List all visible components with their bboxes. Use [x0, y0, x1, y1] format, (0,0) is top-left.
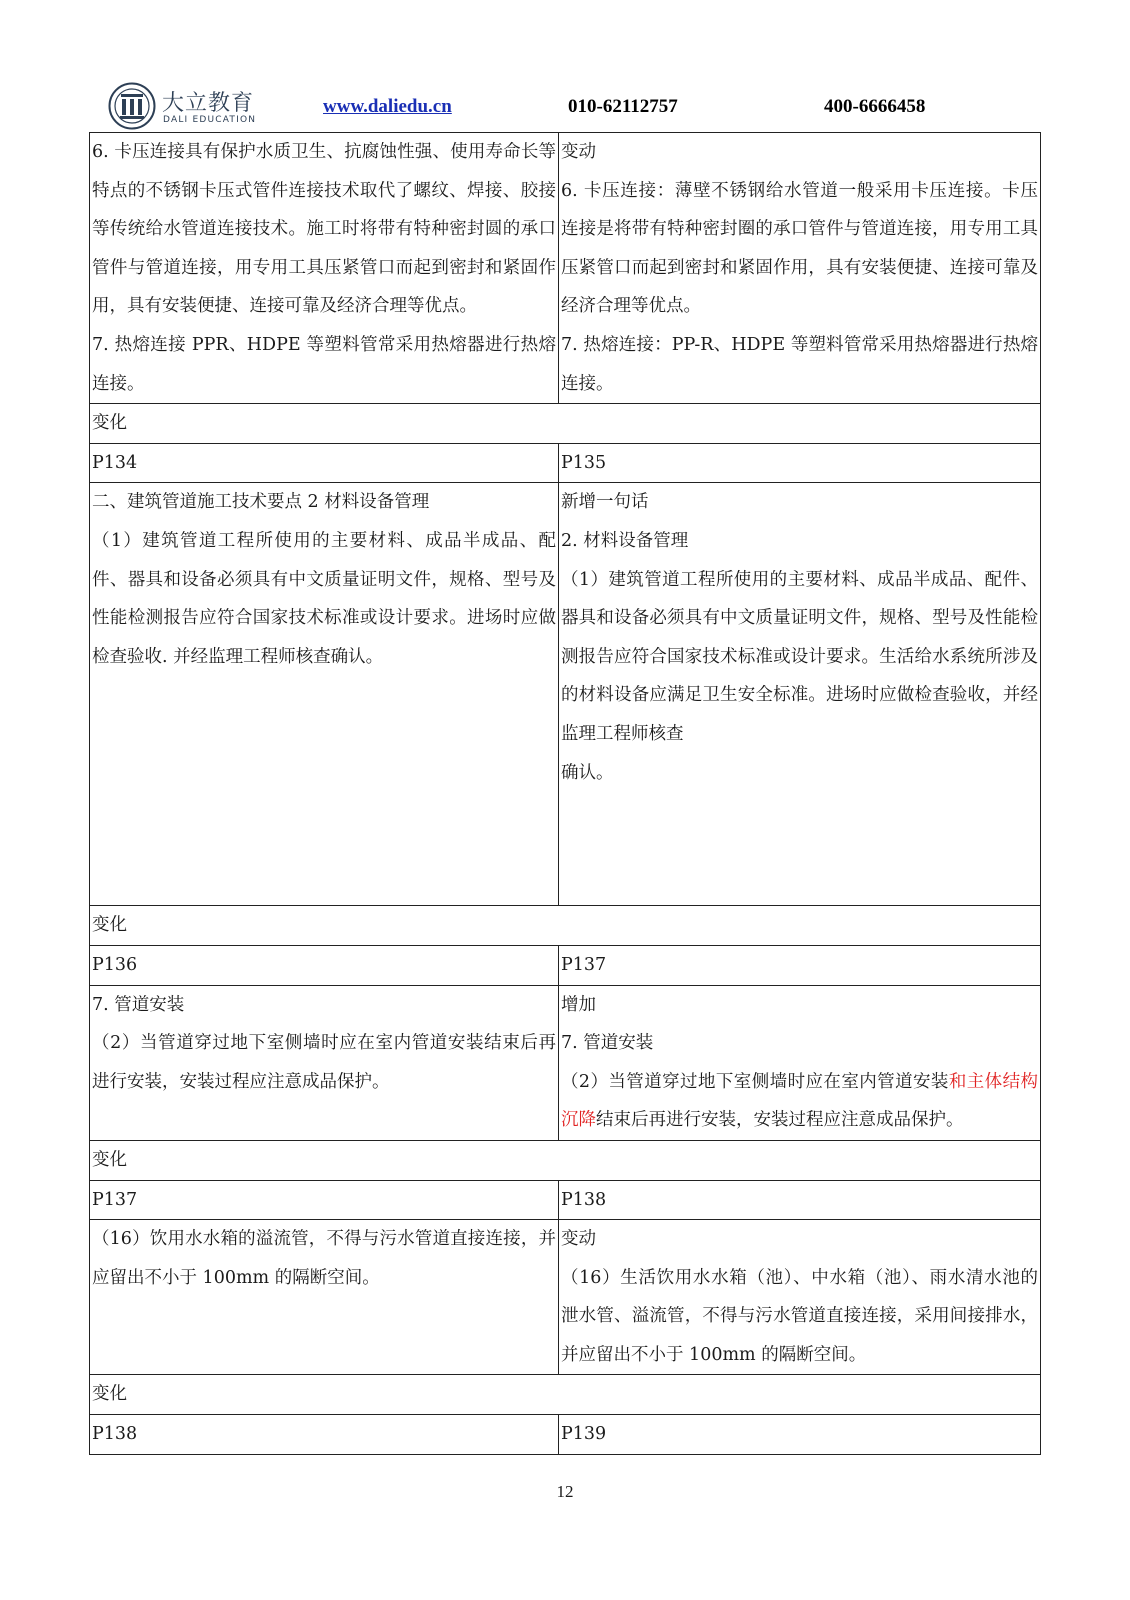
table-row: [90, 1220, 1041, 1375]
change-tag: 增加: [561, 994, 596, 1015]
new-text-end: 确认。: [561, 762, 614, 783]
change-label: 变化: [90, 404, 1041, 444]
change-tag: 新增一句话: [561, 492, 649, 513]
page-header: [0, 0, 1130, 132]
page-ref-row: [90, 1415, 1041, 1455]
change-label-row: [90, 404, 1041, 444]
new-text-cell: [559, 483, 1041, 906]
change-tag: 变动: [561, 142, 596, 162]
new-text: （1）建筑管道工程所使用的主要材料、成品半成品、配件、器具和设备必须具有中文质量证明文件，规格、型号及性能检测报告应符合国家技术标准或设计要求。生活给水系统所涉及的材料设备应满足卫生安全标准。进场时应做检查验收，并经监理工程师核查: [561, 569, 1038, 744]
new-page-ref: P135: [559, 443, 1041, 483]
old-text-cell: [90, 985, 559, 1140]
new-text-cell: [559, 133, 1041, 404]
page-ref-row: [90, 443, 1041, 483]
page-ref-row: [90, 1180, 1041, 1220]
new-text-cell: [559, 1220, 1041, 1375]
new-text-part: 结束后再进行安装，安装过程应注意成品保护。: [596, 1110, 964, 1131]
new-page-ref: P139: [559, 1415, 1041, 1455]
new-text: 7. 热熔连接：PP-R、HDPE 等塑料管常采用热熔器进行热熔连接。: [561, 334, 1038, 394]
old-text-cell: [90, 483, 559, 906]
old-text: （1）建筑管道工程所使用的主要材料、成品半成品、配件、器具和设备必须具有中文质量证明文件，规格、型号及性能检测报告应符合国家技术标准或设计要求。进场时应做检查验收. 并经监理工程师核查确认。: [92, 530, 556, 667]
table-row: [90, 985, 1041, 1140]
phone-number-1: 010-62112757: [568, 96, 678, 117]
new-section-title: 7. 管道安装: [561, 1033, 654, 1054]
change-tag: 变动: [561, 1229, 596, 1250]
old-text: （16）饮用水水箱的溢流管，不得与污水管道直接连接，并应留出不小于 100mm 的隔断空间。: [92, 1229, 556, 1288]
change-label-row: [90, 906, 1041, 946]
phone-number-2: 400-6666458: [824, 96, 926, 117]
website-link[interactable]: www.daliedu.cn: [323, 96, 452, 117]
new-page-ref: P138: [559, 1180, 1041, 1220]
new-page-ref: P137: [559, 945, 1041, 985]
comparison-table: [89, 132, 1041, 1455]
old-text-cell: [90, 1220, 559, 1375]
brand-english-name: DALI EDUCATION: [163, 115, 257, 125]
change-label: 变化: [90, 1140, 1041, 1180]
old-page-ref: P138: [90, 1415, 559, 1455]
old-page-ref: P137: [90, 1180, 559, 1220]
new-text: 6. 卡压连接：薄壁不锈钢给水管道一般采用卡压连接。卡压连接是将带有特种密封圈的承口管件与管道连接，用专用工具压紧管口而起到密封和紧固作用，具有安装便捷、连接可靠及经济合理等优点。: [561, 180, 1038, 317]
old-text: 7. 热熔连接 PPR、HDPE 等塑料管常采用热熔器进行热熔连接。: [92, 334, 556, 394]
new-text-cell: [559, 985, 1041, 1140]
old-text-cell: [90, 133, 559, 404]
change-label: 变化: [90, 906, 1041, 946]
new-text-part: （2）当管道穿过地下室侧墙时应在室内管道安装: [561, 1071, 949, 1092]
old-text: 6. 卡压连接具有保护水质卫生、抗腐蚀性强、使用寿命长等特点的不锈钢卡压式管件连接技术取代了螺纹、焊接、胶接等传统给水管道连接技术。施工时将带有特种密封圆的承口管件与管道连接，用专用工具压紧管口而起到密封和紧固作用，具有安装便捷、连接可靠及经济合理等优点。: [92, 142, 556, 317]
highlighted-addition: 和主体结构沉降: [561, 1071, 1038, 1131]
table-row: [90, 483, 1041, 906]
old-page-ref: P136: [90, 945, 559, 985]
brand-name: 大立教育: [162, 91, 255, 116]
change-label: 变化: [90, 1375, 1041, 1415]
page-ref-row: [90, 945, 1041, 985]
page-number: 12: [556, 1482, 574, 1501]
change-label-row: [90, 1375, 1041, 1415]
table-row: [90, 133, 1041, 404]
old-section-title: 7. 管道安装: [92, 994, 185, 1015]
change-label-row: [90, 1140, 1041, 1180]
old-page-ref: P134: [90, 443, 559, 483]
new-section-title: 2. 材料设备管理: [561, 530, 689, 551]
new-text: （16）生活饮用水水箱（池）、中水箱（池）、雨水清水池的泄水管、溢流管，不得与污水管道直接连接，采用间接排水，并应留出不小于 100mm 的隔断空间。: [561, 1267, 1038, 1365]
old-section-title: 二、建筑管道施工技术要点 2 材料设备管理: [92, 492, 430, 513]
dali-education-seal-icon: [108, 82, 156, 130]
new-text: [561, 1063, 1038, 1140]
old-text: （2）当管道穿过地下室侧墙时应在室内管道安装结束后再进行安装，安装过程应注意成品保护。: [92, 1033, 556, 1092]
